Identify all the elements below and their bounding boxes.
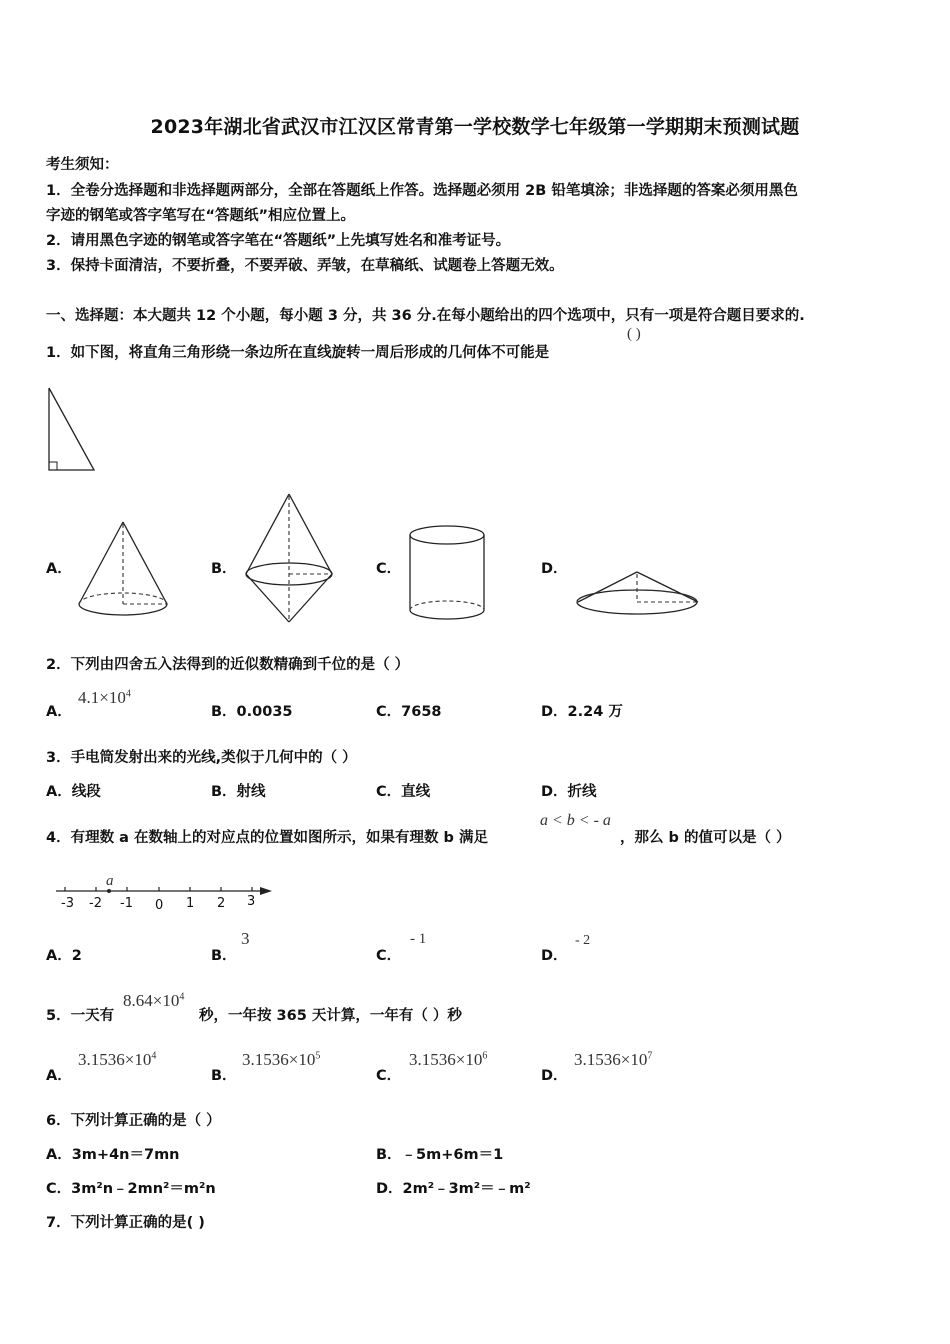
q3-option-a: A．线段: [46, 784, 101, 800]
q2-option-c: C．7658: [376, 704, 442, 720]
q1-option-b-label: B．: [211, 561, 237, 577]
double-cone-figure: [243, 492, 337, 624]
q6-stem: 6．下列计算正确的是（ ）: [46, 1113, 221, 1129]
q4-option-b-value: 3: [241, 929, 250, 948]
q6-option-a: A．3m+4n＝7mn: [46, 1147, 180, 1163]
q5-option-d-value: $3.1536\times 10^7$: [574, 1050, 653, 1069]
q5-option-b-value: $3.1536\times 10^5$: [242, 1050, 321, 1069]
q7-stem: 7．下列计算正确的是( ): [46, 1215, 205, 1231]
q4-option-a: A．2: [46, 948, 82, 964]
notice-heading: 考生须知：: [46, 157, 119, 173]
q3-stem: 3．手电筒发射出来的光线,类似于几何中的（ ）: [46, 750, 357, 766]
tick-label: 1: [186, 896, 195, 911]
tick-label: -1: [120, 896, 133, 911]
q1-stem: 1．如下图，将直角三角形绕一条边所在直线旋转一周后形成的几何体不可能是: [46, 345, 550, 361]
q3-option-c: C．直线: [376, 784, 431, 800]
tick-label: -2: [89, 896, 102, 911]
q1-option-d-label: D．: [541, 561, 568, 577]
q5-stem-prefix: 5．一天有: [46, 1008, 115, 1024]
q5-stem-suffix: 秒，一年按 365 天计算，一年有（ ）秒: [199, 1008, 462, 1024]
tick-label: 2: [217, 896, 226, 911]
q2-option-d: D．2.24 万: [541, 704, 623, 720]
q1-option-a-label: A．: [46, 561, 72, 577]
notice-line-3: 3．保持卡面清洁，不要折叠，不要弄破、弄皱，在草稿纸、试题卷上答题无效。: [46, 258, 564, 274]
q5-option-b-label: B．: [211, 1068, 237, 1084]
q2-stem: 2．下列由四舍五入法得到的近似数精确到千位的是（ ）: [46, 657, 410, 673]
q6-option-d: D．2m²﹣3m²＝﹣m²: [376, 1181, 531, 1197]
page-title: 2023年湖北省武汉市江汉区常青第一学校数学七年级第一学期期末预测试题: [150, 116, 800, 138]
q4-stem-suffix: ，那么 b 的值可以是（ ）: [620, 830, 791, 846]
q5-option-c-label: C．: [376, 1068, 402, 1084]
tick-label: 0: [155, 898, 164, 913]
q5-option-c-value: $3.1536\times 10^6$: [409, 1050, 488, 1069]
cylinder-figure: [407, 524, 489, 624]
q5-option-a-label: A．: [46, 1068, 72, 1084]
q4-option-c-label: C．: [376, 948, 402, 964]
notice-line-1: 1．全卷分选择题和非选择题两部分，全部在答题纸上作答。选择题必须用 2B 铅笔填涂；非选择题的答案必须用黑色: [46, 183, 798, 199]
q3-option-b: B．射线: [211, 784, 266, 800]
q1-answer-bracket: ( ): [627, 326, 641, 342]
q4-option-d-label: D．: [541, 948, 568, 964]
q6-option-b: B．﹣5m+6m＝1: [376, 1147, 504, 1163]
q3-option-d: D．折线: [541, 784, 597, 800]
q6-option-c: C．3m²n﹣2mn²＝m²n: [46, 1181, 216, 1197]
q4-option-b-label: B．: [211, 948, 237, 964]
q1-option-c-label: C．: [376, 561, 402, 577]
q4-option-c-value: - 1: [410, 931, 427, 947]
section-heading: 一、选择题：本大题共 12 个小题，每小题 3 分，共 36 分.在每小题给出的四个选项中，只有一项是符合题目要求的.: [46, 308, 805, 324]
cone-figure: [76, 520, 170, 620]
right-triangle-figure: [46, 386, 98, 472]
q4-condition: a < b < - a: [540, 812, 611, 829]
tick-label: 3: [247, 894, 256, 909]
q4-option-d-value: - 2: [575, 933, 591, 948]
q2-option-b: B．0.0035: [211, 704, 293, 720]
q4-stem-prefix: 4．有理数 a 在数轴上的对应点的位置如图所示，如果有理数 b 满足: [46, 830, 488, 846]
q5-option-d-label: D．: [541, 1068, 568, 1084]
q2-option-a-value: $4.1\times 10^4$: [78, 688, 131, 707]
q5-stem-value: $8.64\times 10^4$: [123, 991, 185, 1010]
q5-option-a-value: $3.1536\times 10^4$: [78, 1050, 157, 1069]
notice-line-2: 2．请用黑色字迹的钢笔或答字笔在“答题纸”上先填写姓名和准考证号。: [46, 233, 511, 249]
q2-option-a-label: A．: [46, 704, 72, 720]
notice-line-1-cont: 字迹的钢笔或答字笔写在“答题纸”相应位置上。: [46, 208, 356, 224]
number-line-point-a: a: [106, 873, 114, 889]
flat-cone-figure: [575, 568, 703, 618]
tick-label: -3: [61, 896, 74, 911]
